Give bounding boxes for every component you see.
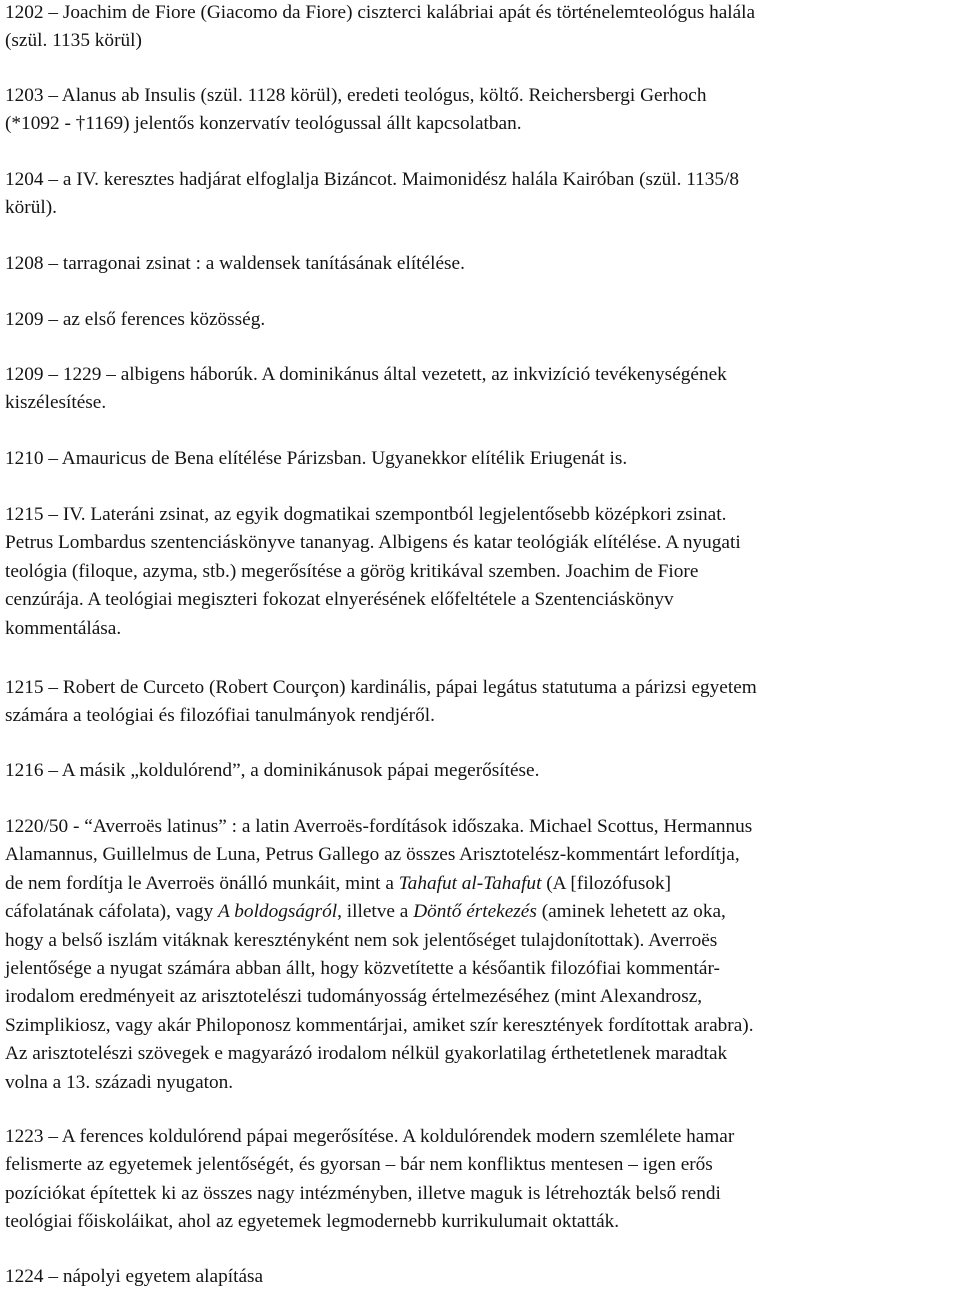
entry-1203 [5,82,958,139]
text-line [5,870,958,898]
text-run: cáfolatának cáfolata), vagy [5,901,219,923]
entry-1216 [5,757,958,785]
text-line: Petrus Lombardus szentenciáskönyve tananyag. Albigens és katar teológiák elítélése. A nyugati [5,532,741,554]
text-line: 1216 – A másik „koldulórend”, a dominikánusok pápai megerősítése. [5,760,540,781]
text-line: 1202 – Joachim de Fiore (Giacomo da Fiore) ciszterci kalábriai apát és történelemteológus halála [5,2,756,23]
text-line: 1215 – IV. Lateráni zsinat, az egyik dogmatikai szempontból legjelentősebb középkori zsinat. [5,504,727,525]
text-line: kommentálása. [5,617,122,639]
text-line: 1210 – Amauricus de Bena elítélése Párizsban. Ugyanekkor elítélik Eriugenát is. [5,448,628,469]
text-line: cenzúrája. A teológiai megiszteri fokozat elnyerésének előfeltétele a Szentenciáskönyv [5,589,674,611]
text-line: 1203 – Alanus ab Insulis (szül. 1128 körül), eredeti teológus, költő. Reichersbergi Gerhoch [5,85,707,106]
text-line: 1215 – Robert de Curceto (Robert Courçon) kardinális, pápai legátus statutuma a párizsi egyetem [5,677,757,698]
entry-1223 [5,1123,958,1237]
entry-1215-curceto [5,674,958,731]
text-line: (*1092 - †1169) jelentős konzervatív teológussal állt kapcsolatban. [5,113,522,135]
entry-1208 [5,250,958,278]
text-line: (szül. 1135 körül) [5,30,142,52]
text-line: Szimplikiosz, vagy akár Philoponosz kommentárjai, amiket szír keresztények fordítottak arabra). [5,1014,754,1036]
text-line: 1224 – nápolyi egyetem alapítása [5,1266,264,1287]
text-line: 1204 – a IV. keresztes hadjárat elfoglalja Bizáncot. Maimonidész halála Kairóban (szül. 1135/8 [5,169,740,190]
text-run: (A [filozófusok] [541,872,672,894]
text-run: de nem fordítja le Averroës önálló munkáit, mint a [5,872,399,894]
text-line: hogy a belső iszlám vitáknak keresztényként nem sok jelentőséget tulajdonítottak). Averroës [5,929,718,951]
italic-title: Tahafut al-Tahafut [398,872,542,894]
entry-1210 [5,445,958,473]
text-line: teológia (filoque, azyma, stb.) megerősítése a görög kritikával szemben. Joachim de Fiore [5,560,699,582]
text-line: számára a teológiai és filozófiai tanulmányok rendjéről. [5,705,435,727]
entry-1209 [5,306,958,334]
entry-1215-lateran [5,501,958,643]
entry-1204 [5,166,958,223]
text-run: , illetve a [337,901,414,923]
text-line: teológiai főiskoláikat, ahol az egyetemek legmodernebb kurrikulumait oktatták. [5,1211,620,1233]
italic-title: Döntő értekezés [413,901,537,923]
text-line: jelentősége a nyugat számára abban állt, hogy közvetítette a későantik filozófiai kommentár- [5,958,720,980]
text-line: kiszélesítése. [5,392,107,414]
text-line: Az arisztotelészi szövegek e magyarázó irodalom nélkül gyakorlatilag érthetetlenek maradtak [5,1043,728,1065]
entry-1220-50 [5,813,958,1097]
text-line: Alamannus, Guillelmus de Luna, Petrus Gallego az összes Arisztotelész-kommentárt lefordítja, [5,844,740,866]
text-line: volna a 13. századi nyugaton. [5,1071,234,1093]
entry-1202 [5,0,958,56]
italic-title: A boldogságról [218,901,338,923]
text-line: pozíciókat építettek ki az összes nagy intézményben, illetve maguk is létrehozták belső rendi [5,1182,721,1204]
text-line: 1209 – az első ferences közösség. [5,309,266,330]
text-line: 1220/50 - “Averroës latinus” : a latin Averroës-fordítások időszaka. Michael Scottus, Hermannus [5,816,753,837]
text-line: 1223 – A ferences koldulórend pápai megerősítése. A koldulórendek modern szemlélete hamar [5,1126,735,1147]
entry-1224 [5,1263,958,1291]
text-line: irodalom eredményeit az arisztotelészi tudományosság értelmezéséhez (mint Alexandrosz, [5,986,703,1008]
text-line: felismerte az egyetemek jelentőségét, és gyorsan – bár nem konfliktus mentesen – igen erős [5,1154,713,1176]
text-line: 1208 – tarragonai zsinat : a waldensek tanításának elítélése. [5,253,465,274]
text-run: (aminek lehetett az oka, [536,901,726,923]
text-line: 1209 – 1229 – albigens háborúk. A dominikánus által vezetett, az inkvizíció tevékenységének [5,364,727,385]
text-line [5,898,958,926]
text-line: körül). [5,197,57,219]
entry-1209-1229 [5,361,958,418]
